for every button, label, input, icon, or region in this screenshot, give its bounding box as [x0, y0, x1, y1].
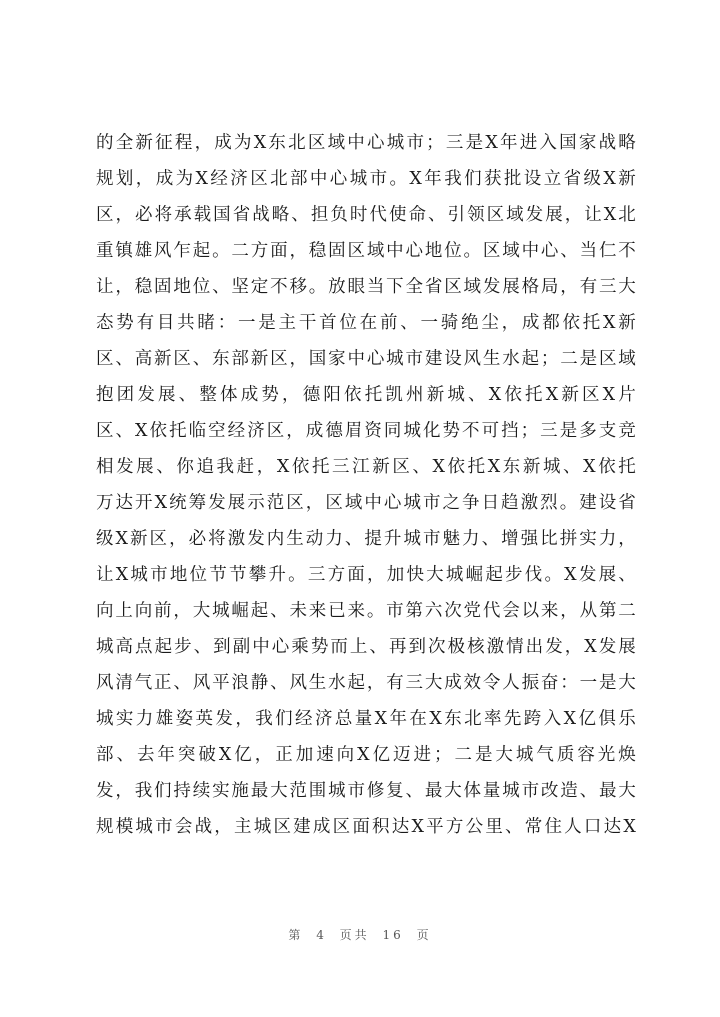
text-line: 让，稳固地位、坚定不移。放眼当下全省区域发展格局，有三大	[96, 277, 636, 297]
text-line: 区、X依托临空经济区，成德眉资同城化势不可挡；三是多支竞	[96, 421, 636, 441]
text-line: 城高点起步、到副中心乘势而上、再到次极核激情出发，X发展	[96, 637, 636, 657]
text-line: 抱团发展、整体成势，德阳依托凯州新城、X依托X新区X片	[96, 385, 636, 405]
text-line: 让X城市地位节节攀升。三方面，加快大城崛起步伐。X发展、	[96, 565, 636, 585]
text-line: 的全新征程，成为X东北区域中心城市；三是X年进入国家战略	[96, 133, 636, 153]
text-line: 风清气正、风平浪静、风生水起，有三大成效令人振奋：一是大	[96, 673, 636, 693]
text-line: 万达开X统筹发展示范区，区域中心城市之争日趋激烈。建设省	[96, 493, 636, 513]
text-line: 向上向前，大城崛起、未来已来。市第六次党代会以来，从第二	[96, 601, 636, 621]
text-line: 规模城市会战，主城区建成区面积达X平方公里、常住人口达X	[96, 817, 636, 837]
page-number-footer: 第 4 页共 16 页	[288, 928, 432, 942]
text-line: 区、高新区、东部新区，国家中心城市建设风生水起；二是区域	[96, 349, 636, 369]
text-line: 发，我们持续实施最大范围城市修复、最大体量城市改造、最大	[96, 781, 636, 801]
text-line: 区，必将承载国省战略、担负时代使命、引领区域发展，让X北	[96, 205, 636, 225]
text-line: 规划，成为X经济区北部中心城市。X年我们获批设立省级X新	[96, 169, 636, 189]
text-line: 态势有目共睹：一是主干首位在前、一骑绝尘，成都依托X新	[96, 313, 636, 333]
text-line: 相发展、你追我赶，X依托三江新区、X依托X东新城、X依托	[96, 457, 636, 477]
text-line: 部、去年突破X亿，正加速向X亿迈进；二是大城气质容光焕	[96, 745, 636, 765]
text-line: 城实力雄姿英发，我们经济总量X年在X东北率先跨入X亿俱乐	[96, 709, 636, 729]
text-line: 重镇雄风乍起。二方面，稳固区域中心地位。区域中心、当仁不	[96, 241, 636, 261]
body-paragraph	[96, 125, 636, 845]
text-line: 级X新区，必将激发内生动力、提升城市魅力、增强比拼实力，	[96, 529, 636, 549]
